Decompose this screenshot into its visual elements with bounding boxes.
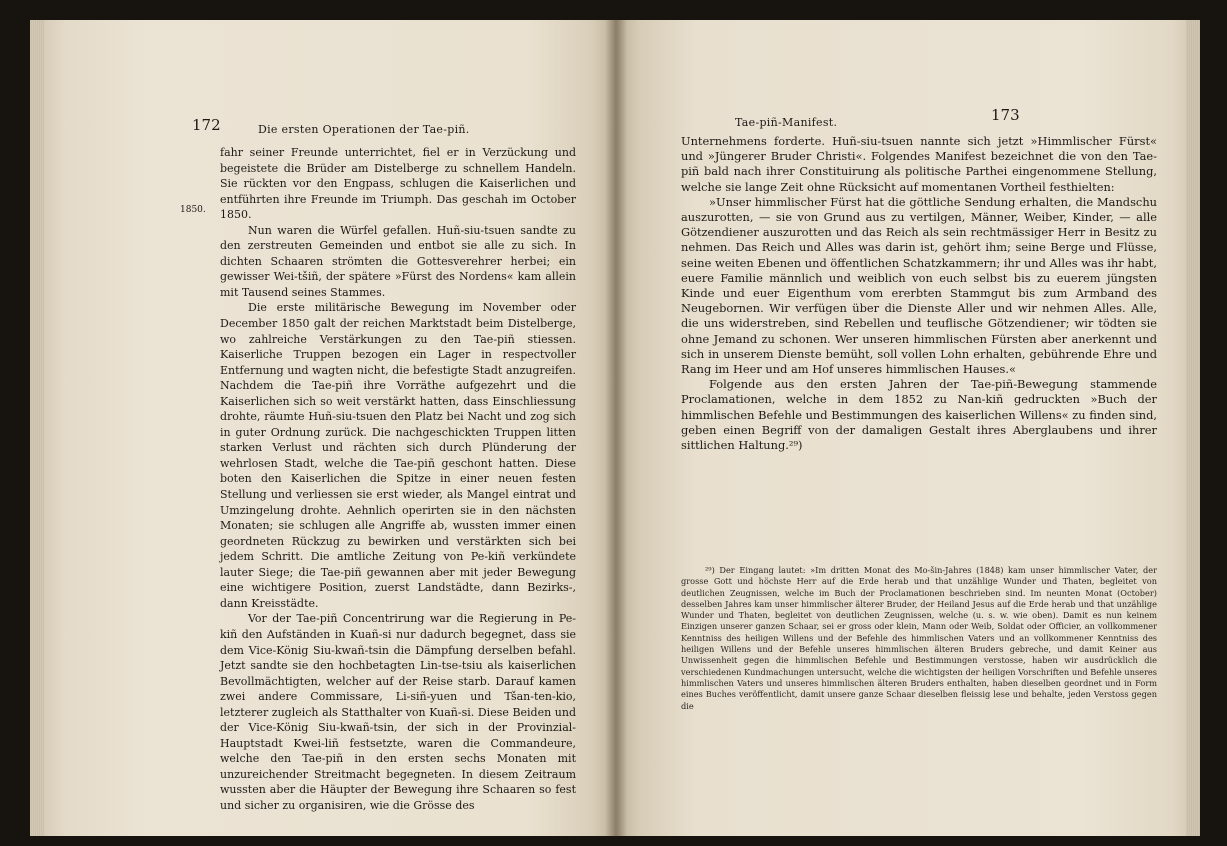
book-gutter [605,20,627,836]
paragraph: Unternehmens forderte. Huñ-siu-tsuen nannte sich jetzt »Himmlischer Fürst« und »Jüngerer Bruder Christi«. Folgendes Manifest bezeichnet die von den Tae-piñ bald nach ihrer Constituirung als politische Parthei eingenommene Stellung, welche sie lange Zeit ohne Rücksicht auf momentanen Vortheil festhielten: [681,134,1157,194]
open-book [30,20,1200,836]
margin-note-year: 1850. [180,205,206,215]
running-head-right: Tae-piñ-Manifest. [735,116,838,129]
page-number-left: 172 [192,116,221,134]
page-number-right: 173 [991,106,1020,124]
paragraph: fahr seiner Freunde unterrichtet, fiel er in Verzückung und begeistete die Brüder am Distelberge zu schnellem Handeln. Sie rückten vor den Engpass, schlugen die Kaiserlichen und entführten ihre Freunde im Triumph. Das geschah im October 1850. [220,146,576,222]
paragraph: »Unser himmlischer Fürst hat die göttliche Sendung erhalten, die Mandschu auszurotten, — sie von Grund aus zu vertilgen, Männer, Weiber, Kinder, — alle Götzendiener auszurotten und das Reich als sein rechtmässiger Herr in Besitz zu nehmen. Das Reich und Alles was darin ist, gehört ihm; seine Berge und Flüsse, seine weiten Ebenen und öffentlichen Schatzkammern; ihr und Alles was ihr habt, euere Familie männlich und weiblich von euch selbst bis zu euerem jüngsten Kinde und euer Eigenthum vom ererbten Stammgut bis zum Armband des Neugebornen. Wir verfügen über die Dienste Aller und wir nehmen Alles. Alle, die uns widerstreben, sind Rebellen und teuflische Götzendiener; wir tödten sie ohne Jemand zu schonen. Wer unseren himmlischen Fürsten aber anerkennt und sich in unserem Dienste bemüht, soll vollen Lohn erhalten, gebührende Ehre und Rang im Heer und am Hof unseres himmlischen Hauses.« [681,194,1157,377]
footnote [681,565,1157,712]
paragraph: Folgende aus den ersten Jahren der Tae-piñ-Bewegung stammende Proclamationen, welche in dem 1852 zu Nan-kiñ gedruckten »Buch der himmlischen Befehle und Bestimmungen des kaiserlichen Willens« zu finden sind, geben einen Begriff von der damaligen Gestalt ihres Aberglaubens und ihrer sittlichen Haltung.²⁹) [681,377,1157,453]
right-page [615,20,1200,836]
page-edges-left [30,20,44,836]
footnote-text: ²⁹) Der Eingang lautet: »Im dritten Monat des Mo-šin-Jahres (1848) kam unser himmlischer Vater, der grosse Gott und höchste Herr auf die Erde herab und that unzählige Wunder und Thaten, begleitet von deutlichen Zeugnissen, welche im Buch der Proclamationen beschrieben sind. Im neunten Monat (October) desselben Jahres kam unser himmlischer älterer Bruder, der Heiland Jesus auf die Erde herab und that unzählige Wunder und Thaten, begleitet von deutlichen Zeugnissen, welche (u. s. w. wie oben). Damit es nun keinem Einzigen unserer ganzen Schaar, sei er gross oder klein, Mann oder Weib, Soldat oder Officier, an vollkommener Kenntniss des heiligen Willens und der Befehle des himmlischen Vaters und an vollkommener Kenntniss des heiligen Willens und der Befehle unseres himmlischen älteren Bruders gebreche, und damit Keiner aus Unwissenheit gegen die himmlischen Befehle und Bestimmungen verstosse, haben wir ausdrücklich die verschiedenen Kundmachungen untersucht, welche die wichtigsten der heiligen Vorschriften und Befehle unseres himmlischen Vaters und unseres himmlischen älteren Bruders enthalten, haben dieselben geordnet und in Form eines Buches veröffentlicht, damit unsere ganze Schaar dieselben fleissig lese und behalte, jeden Verstoss gegen die [681,565,1157,711]
running-head-left: Die ersten Operationen der Tae-piñ. [258,123,470,136]
paragraph: Nun waren die Würfel gefallen. Huñ-siu-tsuen sandte zu den zerstreuten Gemeinden und entbot sie alle zu sich. In dichten Schaaren strömten die Gottesverehrer herbei; ein gewisser Wei-tšiñ, der spätere »Fürst des Nordens« kam allein mit Tausend seines Stammes. [220,223,576,299]
page-edges-right [1186,20,1200,836]
paragraph: Die erste militärische Bewegung im November oder December 1850 galt der reichen Marktstadt beim Distelberge, wo zahlreiche Verstärkungen zu den Tae-piñ stiessen. Kaiserliche Truppen bezogen ein Lager in respectvoller Entfernung und wagten nicht, die befestigte Stadt anzugreifen. Nachdem die Tae-piñ ihre Vorräthe aufgezehrt und die Kaiserlichen sich so weit verstärkt hatten, dass Einschliessung drohte, räumte Huñ-siu-tsuen den Platz bei Nacht und zog sich in guter Ordnung zurück. Die nachgeschickten Truppen litten starken Verlust und rächten sich durch Plünderung der wehrlosen Stadt, welche die Tae-piñ geschont hatten. Diese boten den Kaiserlichen die Spitze in einer neuen festen Stellung und verliessen sie erst wieder, als Mangel eintrat und Umzingelung drohte. Aehnlich operirten sie in den nächsten Monaten; sie schlugen alle Angriffe ab, wussten immer einen geordneten Rückzug zu bewirken und verstärkten sich bei jedem Schritt. Die amtliche Zeitung von Pe-kiñ verkündete lauter Siege; die Tae-piñ gewannen aber mit jeder Bewegung eine wichtigere Position, zuerst Landstädte, dann Bezirks-, dann Kreisstädte. [220,301,576,610]
left-page [30,20,615,836]
left-body-text [220,145,576,814]
paragraph: Vor der Tae-piñ Concentrirung war die Regierung in Pe-kiñ den Aufständen in Kuañ-si nur dadurch begegnet, dass sie dem Vice-König Siu-kwañ-tsin die Dämpfung derselben befahl. Jetzt sandte sie den hochbetagten Lin-tse-tsiu als kaiserlichen Bevollmächtigten, welcher auf der Reise starb. Darauf kamen zwei andere Commissare, Li-siñ-yuen und Tšan-ten-kio, letzterer zugleich als Statthalter von Kuañ-si. Diese Beiden und der Vice-König Siu-kwañ-tsin, der sich in der Provinzial-Hauptstadt Kwei-liñ festsetzte, waren die Commandeure, welche den Tae-piñ in den ersten sechs Monaten mit unzureichender Streitmacht begegneten. In diesem Zeitraum wussten aber die Häupter der Bewegung ihre Schaaren so fest und sicher zu organisiren, wie die Grösse des [220,612,576,812]
right-body-text [681,134,1157,453]
